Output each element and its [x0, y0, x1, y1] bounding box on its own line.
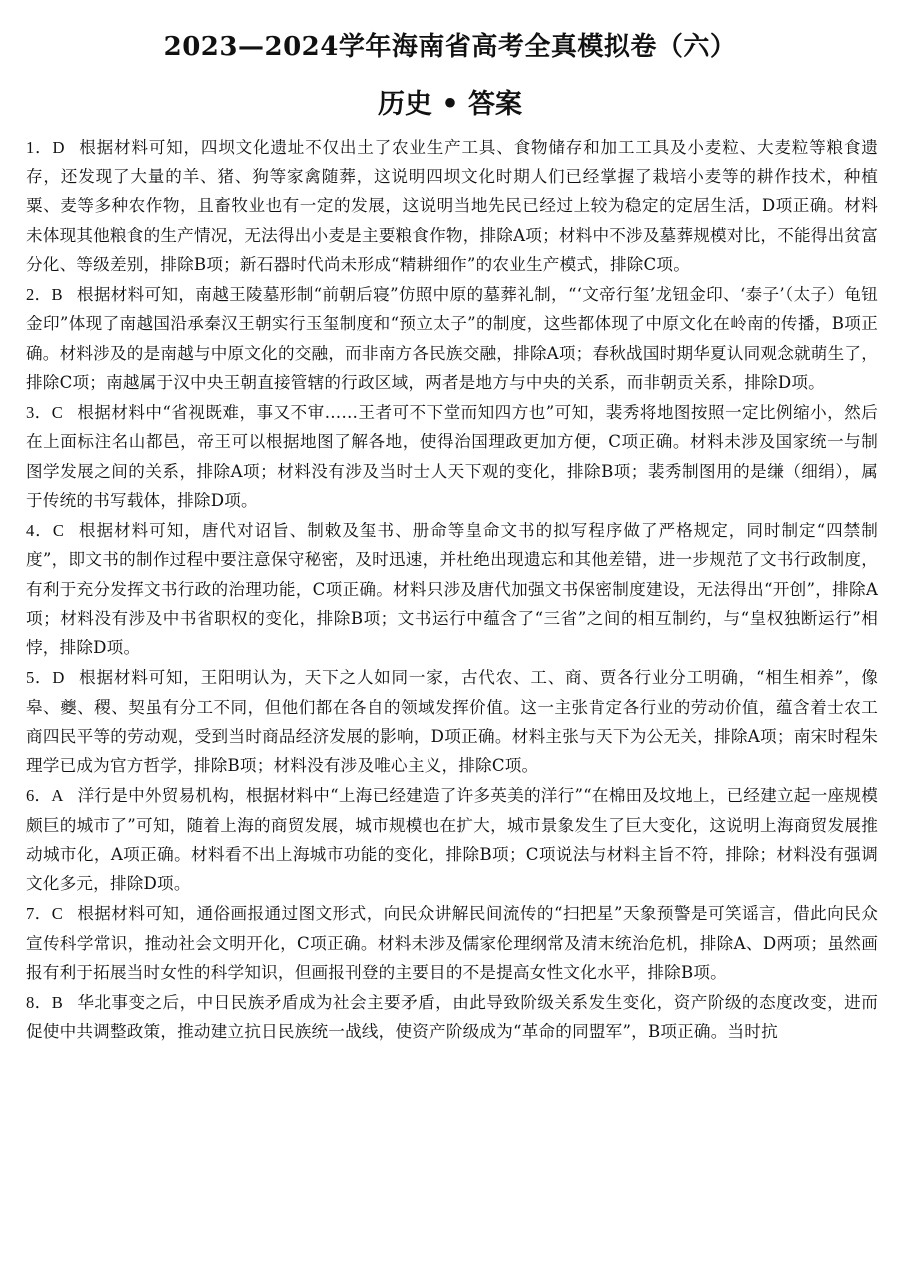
item-answer: D	[52, 138, 65, 157]
answer-item-2	[26, 280, 878, 397]
item-number: 7．	[26, 904, 52, 924]
answer-item-5	[26, 663, 878, 780]
answer-item-3	[26, 398, 878, 515]
answer-item-4	[26, 516, 878, 662]
answer-item-6	[26, 781, 878, 898]
item-number: 4．	[26, 521, 53, 541]
item-number: 5．	[26, 668, 53, 688]
item-number: 2．	[26, 285, 52, 305]
item-answer: C	[51, 904, 64, 924]
answer-item-1	[26, 133, 878, 279]
item-answer: A	[51, 786, 64, 806]
page-title: 2023—2024学年海南省高考全真模拟卷（六）	[163, 32, 737, 62]
item-answer: C	[52, 521, 65, 541]
page-subtitle: 历史 • 答案	[377, 89, 523, 120]
item-answer: B	[51, 285, 63, 305]
answer-item-7	[26, 899, 878, 987]
item-number: 3．	[26, 403, 52, 423]
item-explanation: 洋行是中外贸易机构，根据材料中“上海已经建造了许多英美的洋行”“在棉田及坟地上，已经建立起一座规模颇巨的城市了”可知，随着上海的商贸发展，城市规模也在扩大，城市景象发生了巨大变化，这说明上海商贸发展推动城市化，A项正确。材料看不出上海城市功能的变化，排除B项；C项说法与材料主旨不符，排除；材料没有强调文化多元，排除D项。	[26, 786, 878, 894]
answer-item-8	[26, 988, 878, 1046]
item-answer: C	[51, 403, 64, 423]
item-explanation: 华北事变之后，中日民族矛盾成为社会主要矛盾，由此导致阶级关系发生变化，资产阶级的态度改变，进而促使中共调整政策，推动建立抗日民族统一战线，使资产阶级成为“革命的同盟军”，B项正确。当时抗	[26, 993, 878, 1042]
item-number: 1．	[26, 138, 53, 157]
item-explanation: 根据材料可知，王阳明认为，天下之人如同一家，古代农、工、商、贾各行业分工明确，“相生相养”，像皋、夔、稷、契虽有分工不同，但他们都在各自的领域发挥价值。这一主张肯定各行业的劳动价值，蕴含着士农工商四民平等的劳动观，受到当时商品经济发展的影响，D项正确。材料主张与天下为公无关，排除A项；南宋时程朱理学已成为官方哲学，排除B项；材料没有涉及唯心主义，排除C项。	[26, 668, 878, 776]
item-explanation: 根据材料可知，通俗画报通过图文形式，向民众讲解民间流传的“扫把星”天象预警是可笑谣言，借此向民众宣传科学常识，推动社会文明开化，C项正确。材料未涉及儒家伦理纲常及清末统治危机，排除A、D两项；虽然画报有利于拓展当时女性的科学知识，但画报刊登的主要目的不是提高女性文化水平，排除B项。	[26, 904, 878, 982]
item-explanation: 根据材料可知，四坝文化遗址不仅出土了农业生产工具、食物储存和加工工具及小麦粒、大麦粒等粮食遗存，还发现了大量的羊、猪、狗等家禽随葬，这说明四坝文化时期人们已经掌握了栽培小麦等的耕作技术，种植粟、麦等多种农作物，且畜牧业也有一定的发展，这说明当地先民已经过上较为稳定的定居生活，D项正确。材料未体现其他粮食的生产情况，无法得出小麦是主要粮食作物，排除A项；材料中不涉及墓葬规模对比，不能得出贫富分化、等级差别，排除B项；新石器时代尚未形成“精耕细作”的农业生产模式，排除C项。	[26, 138, 878, 274]
item-explanation: 根据材料可知，南越王陵墓形制“前朝后寝”仿照中原的墓葬礼制，“‘文帝行玺’龙钮金印、‘泰子’（太子）龟钮金印”体现了南越国沿承秦汉王朝实行玉玺制度和“预立太子”的制度，这些都体现了中原文化在岭南的传播，B项正确。材料涉及的是南越与中原文化的交融，而非南方各民族交融，排除A项；春秋战国时期华夏认同观念就萌生了，排除C项；南越属于汉中央王朝直接管辖的行政区域，两者是地方与中央的关系，而非朝贡关系，排除D项。	[26, 285, 878, 392]
item-number: 6．	[26, 786, 52, 806]
item-answer: B	[51, 993, 64, 1013]
item-explanation: 根据材料中“省视既难，事又不审……王者可不下堂而知四方也”可知，裴秀将地图按照一定比例缩小，然后在上面标注名山都邑，帝王可以根据地图了解各地，使得治国理政更加方便，C项正确。材料未涉及国家统一与制图学发展之间的关系，排除A项；材料没有涉及当时士人天下观的变化，排除B项；裴秀制图用的是缣（细绢），属于传统的书写载体，排除D项。	[26, 403, 878, 510]
item-number: 8．	[26, 993, 52, 1013]
item-explanation: 根据材料可知，唐代对诏旨、制敕及玺书、册命等皇命文书的拟写程序做了严格规定，同时制定“四禁制度”，即文书的制作过程中要注意保守秘密，及时迅速，并杜绝出现遗忘和其他差错，进一步规范了文书行政制度，有利于充分发挥文书行政的治理功能，C项正确。材料只涉及唐代加强文书保密制度建设，无法得出“开创”，排除A项；材料没有涉及中书省职权的变化，排除B项；文书运行中蕴含了“三省”之间的相互制约，与“皇权独断运行”相悖，排除D项。	[26, 521, 878, 658]
item-answer: D	[52, 668, 65, 688]
answer-list	[26, 133, 878, 1048]
